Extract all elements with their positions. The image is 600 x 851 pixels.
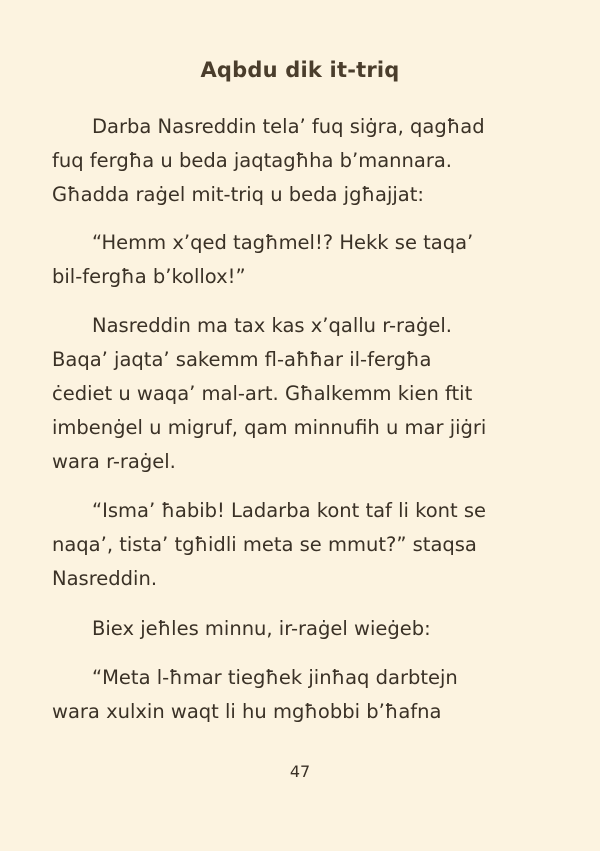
text-line: Nasreddin ma tax kas x’qallu r-raġel.: [92, 314, 452, 337]
chapter-title: Aqbdu dik it-triq: [200, 58, 400, 82]
text-line: Darba Nasreddin tela’ fuq siġra, qagħad: [92, 115, 485, 138]
paragraph-4: [52, 494, 552, 596]
text-line: “Hemm x’qed tagħmel!? Hekk se taqa’: [92, 231, 474, 254]
text-line: naqa’, tista’ tgħidli meta se mmut?” staqsa: [52, 533, 477, 556]
paragraph-3: [52, 309, 552, 479]
text-line: Baqa’ jaqta’ sakemm fl-aħħar il-fergħa: [52, 348, 432, 371]
paragraph-5: [52, 612, 552, 646]
text-line: imbenġel u migruf, qam minnufih u mar jiġri: [52, 416, 487, 439]
page-number: 47: [289, 762, 311, 781]
text-line: Nasreddin.: [52, 567, 158, 590]
text-line: Biex jeħles minnu, ir-raġel wieġeb:: [92, 617, 431, 640]
text-line: bil-fergħa b’kollox!”: [52, 265, 246, 288]
text-line: ċediet u waqa’ mal-art. Għalkemm kien ftit: [52, 382, 473, 405]
paragraph-1: [52, 110, 552, 212]
text-line: “Isma’ ħabib! Ladarba kont taf li kont se: [92, 499, 487, 522]
paragraph-2: [52, 226, 552, 294]
text-line: wara xulxin waqt li hu mgħobbi b’ħafna: [52, 700, 442, 723]
text-line: fuq fergħa u beda jaqtagħha b’mannara.: [52, 149, 452, 172]
text-line: “Meta l-ħmar tiegħek jinħaq darbtejn: [92, 666, 458, 689]
text-line: wara r-raġel.: [52, 450, 176, 473]
paragraph-6: [52, 661, 552, 729]
text-line: Għadda raġel mit-triq u beda jgħajjat:: [52, 183, 424, 206]
